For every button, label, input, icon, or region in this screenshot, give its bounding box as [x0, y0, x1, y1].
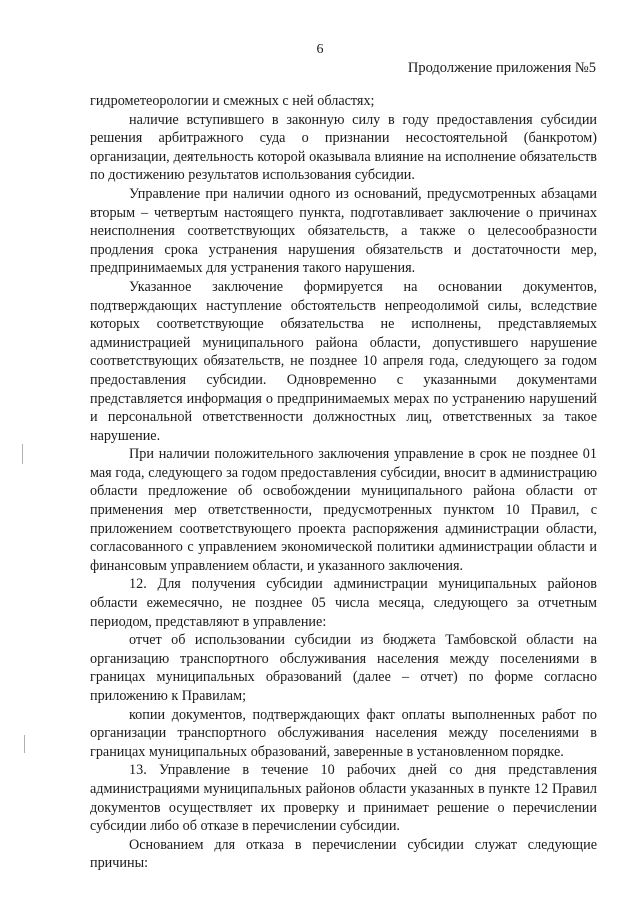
paragraph: Указанное заключение формируется на основании документов, подтверждающих наступление обстоятельств непреодолимой силы, вследствие которых соответствующие обязательства не исполнены, представляемых администрацией муниципального района области, допустившего нарушение соответствующих обязательств, не позднее 10 апреля года, следующего за годом предоставления субсидии. Одновременно с указанными документами представляется информация о предпринимаемых мерах по устранению нарушений и персональной ответственности должностных лиц, ответственных за такое нарушение. — [90, 278, 597, 444]
paragraph: отчет об использовании субсидии из бюджета Тамбовской области на организацию транспортного обслуживания населения между поселениями в границах муниципальных образований (далее – отчет) по форме согласно приложению к Правилам; — [90, 632, 597, 704]
paragraph: гидрометеорологии и смежных с ней областях; — [90, 93, 375, 109]
document-body — [90, 92, 597, 873]
margin-scan-mark — [24, 735, 25, 753]
paragraph: При наличии положительного заключения управление в срок не позднее 01 мая года, следующего за годом предоставления субсидии, вносит в администрацию области предложение об освобождении муниципального района области от применения мер ответственности, предусмотренных пунктом 10 Правил, с приложением соответствующего проекта распоряжения администрации области, согласованного с управлением экономической политики администрации области и финансовым управлением области, и указанного заключения. — [90, 446, 597, 574]
margin-scan-mark — [22, 444, 23, 464]
page-number: 6 — [316, 42, 324, 57]
appendix-continuation-note: Продолжение приложения №5 — [407, 60, 596, 76]
paragraph: Управление при наличии одного из оснований, предусмотренных абзацами вторым – четвертым настоящего пункта, подготавливает заключение о причинах неисполнения соответствующих обязательств, а также о целесообразности продления срока устранения нарушения обязательств и достаточности мер, предпринимаемых для устранения такого нарушения. — [90, 185, 597, 277]
paragraph: наличие вступившего в законную силу в году предоставления субсидии решения арбитражного суда о признании несостоятельной (банкротом) организации, деятельность которой оказывала влияние на исполнение обязательств по достижению результатов использования субсидии. — [90, 111, 597, 184]
paragraph: Основанием для отказа в перечислении субсидии служат следующие причины: — [90, 836, 597, 872]
paragraph: копии документов, подтверждающих факт оплаты выполненных работ по организации транспортного обслуживания населения между поселениями в границах муниципальных образований, заверенные в установленном порядке. — [90, 706, 597, 760]
paragraph: 12. Для получения субсидии администрации муниципальных районов области ежемесячно, не позднее 05 числа месяца, следующего за отчетным периодом, представляют в управление: — [90, 576, 597, 630]
paragraph: 13. Управление в течение 10 рабочих дней со дня представления администрациями муниципальных районов области указанных в пункте 12 Правил документов осуществляет их проверку и принимает решение о перечислении субсидии либо об отказе в перечислении субсидии. — [90, 762, 597, 835]
